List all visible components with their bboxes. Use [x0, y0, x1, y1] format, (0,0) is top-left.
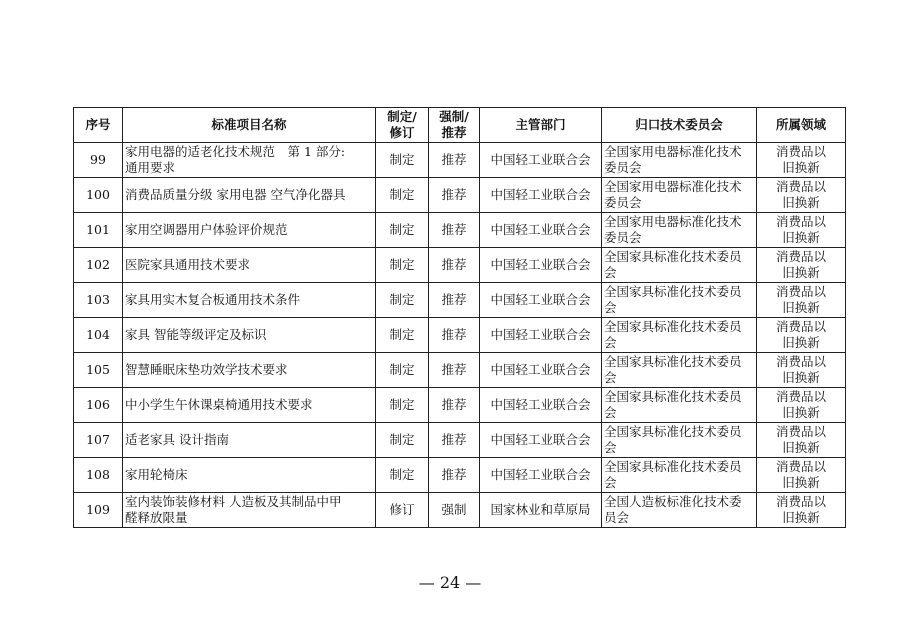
- cell-type: 制定: [376, 458, 429, 493]
- cell-committee-line1: 全国家具标准化技术委员: [604, 459, 742, 474]
- cell-name: [123, 388, 376, 423]
- cell-domain-line2: 旧换新: [782, 475, 820, 490]
- cell-name-line1: 家用电器的适老化技术规范 第 1 部分:: [125, 144, 346, 159]
- cell-committee: [602, 353, 757, 388]
- cell-dept: 中国轻工业联合会: [480, 178, 602, 213]
- cell-name-line1: 中小学生午休课桌椅通用技术要求: [125, 397, 313, 412]
- cell-dept: 中国轻工业联合会: [480, 213, 602, 248]
- cell-domain-line2: 旧换新: [782, 160, 820, 175]
- cell-name: [123, 458, 376, 493]
- cell-nature: 推荐: [429, 353, 480, 388]
- cell-committee-line2: 委员会: [604, 160, 642, 175]
- cell-domain-line1: 消费品以: [775, 354, 826, 369]
- table-body: [74, 143, 846, 528]
- table-row: [74, 143, 846, 178]
- cell-seq: 108: [74, 458, 123, 493]
- cell-dept: 中国轻工业联合会: [480, 458, 602, 493]
- cell-domain-line1: 消费品以: [775, 494, 826, 509]
- header-committee: 归口技术委员会: [602, 108, 757, 143]
- cell-type: 制定: [376, 318, 429, 353]
- cell-nature: 推荐: [429, 388, 480, 423]
- cell-committee-line2: 会: [604, 335, 617, 350]
- cell-nature: 推荐: [429, 423, 480, 458]
- cell-domain: [757, 318, 846, 353]
- cell-name-line1: 家用轮椅床: [125, 467, 188, 482]
- cell-committee: [602, 143, 757, 178]
- cell-domain-line2: 旧换新: [782, 440, 820, 455]
- table-row: [74, 458, 846, 493]
- cell-seq: 101: [74, 213, 123, 248]
- cell-domain: [757, 493, 846, 528]
- cell-dept: 中国轻工业联合会: [480, 143, 602, 178]
- cell-committee-line1: 全国家用电器标准化技术: [604, 179, 742, 194]
- cell-name: [123, 213, 376, 248]
- cell-nature: 强制: [429, 493, 480, 528]
- cell-committee: [602, 283, 757, 318]
- cell-name-line1: 室内装饰装修材料 人造板及其制品中甲: [125, 494, 342, 509]
- cell-dept: 中国轻工业联合会: [480, 353, 602, 388]
- cell-domain: [757, 458, 846, 493]
- cell-name: [123, 178, 376, 213]
- header-type-line1: 制定/: [387, 109, 417, 124]
- cell-domain-line2: 旧换新: [782, 195, 820, 210]
- cell-committee-line1: 全国家具标准化技术委员: [604, 319, 742, 334]
- cell-domain: [757, 283, 846, 318]
- cell-committee-line2: 会: [604, 370, 617, 385]
- cell-committee-line1: 全国家用电器标准化技术: [604, 144, 742, 159]
- cell-dept: 中国轻工业联合会: [480, 318, 602, 353]
- table-row: [74, 318, 846, 353]
- table-row: [74, 248, 846, 283]
- header-nature-line2: 推荐: [441, 125, 467, 140]
- cell-type: 制定: [376, 423, 429, 458]
- cell-domain-line2: 旧换新: [782, 300, 820, 315]
- cell-nature: 推荐: [429, 213, 480, 248]
- cell-name: [123, 423, 376, 458]
- cell-committee-line1: 全国家具标准化技术委员: [604, 249, 742, 264]
- cell-seq: 109: [74, 493, 123, 528]
- cell-seq: 107: [74, 423, 123, 458]
- cell-committee-line2: 会: [604, 405, 617, 420]
- header-domain: 所属领域: [757, 108, 846, 143]
- cell-name-line2: 醛释放限量: [125, 510, 188, 525]
- cell-domain: [757, 178, 846, 213]
- cell-dept: 中国轻工业联合会: [480, 283, 602, 318]
- cell-type: 制定: [376, 143, 429, 178]
- cell-domain-line1: 消费品以: [775, 319, 826, 334]
- cell-committee-line1: 全国家具标准化技术委员: [604, 424, 742, 439]
- cell-committee: [602, 388, 757, 423]
- header-seq: 序号: [74, 108, 123, 143]
- cell-type: 制定: [376, 213, 429, 248]
- cell-name-line1: 家具 智能等级评定及标识: [125, 327, 267, 342]
- header-type-line2: 修订: [389, 125, 415, 140]
- cell-name-line1: 智慧睡眠床垫功效学技术要求: [125, 362, 288, 377]
- cell-name: [123, 353, 376, 388]
- cell-name: [123, 493, 376, 528]
- table-row: [74, 178, 846, 213]
- table-row: [74, 353, 846, 388]
- cell-domain-line2: 旧换新: [782, 230, 820, 245]
- cell-committee-line1: 全国家用电器标准化技术: [604, 214, 742, 229]
- cell-committee-line1: 全国家具标准化技术委员: [604, 354, 742, 369]
- cell-type: 制定: [376, 248, 429, 283]
- header-nature: [429, 108, 480, 143]
- cell-nature: 推荐: [429, 318, 480, 353]
- cell-name-line1: 适老家具 设计指南: [125, 432, 229, 447]
- table-row: [74, 423, 846, 458]
- cell-committee-line2: 会: [604, 300, 617, 315]
- cell-domain: [757, 353, 846, 388]
- cell-seq: 99: [74, 143, 123, 178]
- cell-name-line2: 通用要求: [125, 160, 176, 175]
- cell-domain-line2: 旧换新: [782, 405, 820, 420]
- cell-committee-line2: 委员会: [604, 195, 642, 210]
- cell-domain: [757, 248, 846, 283]
- cell-committee-line1: 全国家具标准化技术委员: [604, 284, 742, 299]
- cell-nature: 推荐: [429, 248, 480, 283]
- cell-committee-line1: 全国家具标准化技术委员: [604, 389, 742, 404]
- table-row: [74, 283, 846, 318]
- header-nature-line1: 强制/: [439, 109, 469, 124]
- header-dept: 主管部门: [480, 108, 602, 143]
- cell-dept: 中国轻工业联合会: [480, 388, 602, 423]
- page-number: — 24 —: [418, 573, 482, 592]
- cell-committee: [602, 178, 757, 213]
- cell-domain: [757, 388, 846, 423]
- cell-committee: [602, 458, 757, 493]
- cell-committee: [602, 213, 757, 248]
- cell-committee-line1: 全国人造板标准化技术委: [604, 494, 742, 509]
- cell-domain-line2: 旧换新: [782, 265, 820, 280]
- cell-seq: 103: [74, 283, 123, 318]
- cell-nature: 推荐: [429, 458, 480, 493]
- cell-domain-line2: 旧换新: [782, 335, 820, 350]
- cell-seq: 102: [74, 248, 123, 283]
- cell-domain-line1: 消费品以: [775, 179, 826, 194]
- cell-dept: 中国轻工业联合会: [480, 248, 602, 283]
- table-row: [74, 388, 846, 423]
- cell-name: [123, 248, 376, 283]
- cell-committee-line2: 员会: [604, 510, 630, 525]
- cell-domain-line1: 消费品以: [775, 249, 826, 264]
- cell-committee: [602, 248, 757, 283]
- cell-nature: 推荐: [429, 283, 480, 318]
- cell-committee-line2: 委员会: [604, 230, 642, 245]
- cell-committee: [602, 423, 757, 458]
- cell-domain: [757, 213, 846, 248]
- cell-name: [123, 318, 376, 353]
- table-row: [74, 213, 846, 248]
- cell-committee: [602, 493, 757, 528]
- cell-seq: 104: [74, 318, 123, 353]
- cell-name: [123, 283, 376, 318]
- cell-type: 制定: [376, 388, 429, 423]
- cell-name-line1: 消费品质量分级 家用电器 空气净化器具: [125, 187, 346, 202]
- cell-domain: [757, 423, 846, 458]
- cell-committee: [602, 318, 757, 353]
- cell-domain-line2: 旧换新: [782, 370, 820, 385]
- standards-table: [73, 107, 846, 528]
- cell-nature: 推荐: [429, 178, 480, 213]
- cell-type: 制定: [376, 353, 429, 388]
- cell-domain-line1: 消费品以: [775, 144, 826, 159]
- cell-domain: [757, 143, 846, 178]
- cell-name: [123, 143, 376, 178]
- cell-type: 修订: [376, 493, 429, 528]
- cell-seq: 106: [74, 388, 123, 423]
- cell-committee-line2: 会: [604, 475, 617, 490]
- cell-seq: 100: [74, 178, 123, 213]
- cell-committee-line2: 会: [604, 265, 617, 280]
- table-header-row: [74, 108, 846, 143]
- cell-domain-line1: 消费品以: [775, 284, 826, 299]
- cell-name-line1: 家用空调器用户体验评价规范: [125, 222, 288, 237]
- cell-seq: 105: [74, 353, 123, 388]
- cell-type: 制定: [376, 178, 429, 213]
- cell-committee-line2: 会: [604, 440, 617, 455]
- header-name: 标准项目名称: [123, 108, 376, 143]
- cell-domain-line1: 消费品以: [775, 459, 826, 474]
- cell-domain-line1: 消费品以: [775, 389, 826, 404]
- cell-domain-line1: 消费品以: [775, 214, 826, 229]
- table-row: [74, 493, 846, 528]
- cell-dept: 国家林业和草原局: [480, 493, 602, 528]
- cell-name-line1: 家具用实木复合板通用技术条件: [125, 292, 301, 307]
- cell-domain-line2: 旧换新: [782, 510, 820, 525]
- cell-nature: 推荐: [429, 143, 480, 178]
- cell-name-line1: 医院家具通用技术要求: [125, 257, 251, 272]
- cell-type: 制定: [376, 283, 429, 318]
- cell-domain-line1: 消费品以: [775, 424, 826, 439]
- header-type: [376, 108, 429, 143]
- cell-dept: 中国轻工业联合会: [480, 423, 602, 458]
